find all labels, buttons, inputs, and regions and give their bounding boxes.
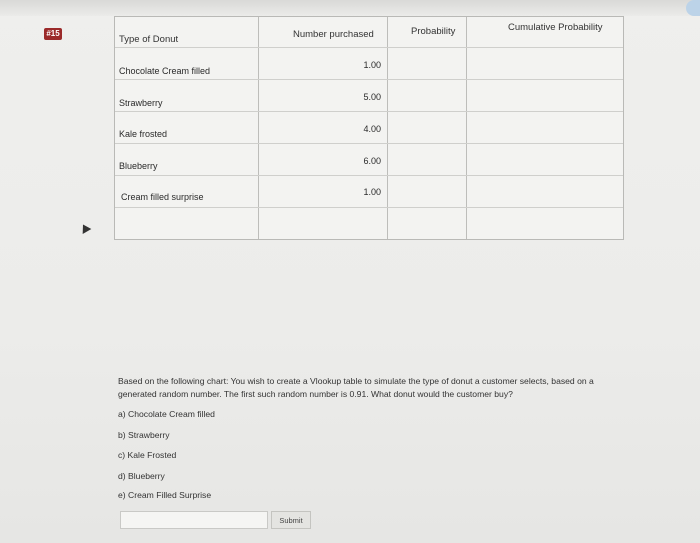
top-strip: [0, 0, 700, 16]
header-type-of-donut: Type of Donut: [119, 34, 179, 45]
cell-donut-type: Chocolate Cream filled: [119, 66, 211, 76]
row-divider: [115, 207, 623, 208]
option-b: b) Strawberry: [118, 430, 170, 440]
row-divider: [115, 143, 623, 144]
cell-donut-type: Blueberry: [119, 161, 158, 171]
question-prompt: Based on the following chart: You wish to create a Vlookup table to simulate the type of donut a customer selects, based on a generated random number. The first such random number is 0.91. What donut would the customer buy?: [118, 376, 594, 399]
column-divider: [387, 17, 388, 239]
corner-tab-icon[interactable]: [686, 0, 700, 16]
header-probability: Probability: [411, 26, 456, 37]
option-c: c) Kale Frosted: [118, 450, 177, 460]
answer-input[interactable]: [120, 511, 268, 529]
header-cumulative-probability: Cumulative Probability: [508, 22, 603, 33]
submit-button[interactable]: Submit: [271, 511, 311, 529]
cell-donut-type: Kale frosted: [119, 129, 168, 139]
row-divider: [115, 175, 623, 176]
donut-table: [114, 16, 624, 240]
cell-number-purchased: 1.00: [363, 187, 381, 197]
option-d: d) Blueberry: [118, 471, 165, 481]
cell-donut-type: Cream filled surprise: [121, 192, 204, 202]
column-divider: [466, 17, 467, 239]
cell-donut-type: Strawberry: [119, 98, 163, 108]
cell-number-purchased: 6.00: [363, 156, 381, 166]
row-divider: [115, 111, 623, 112]
column-divider: [258, 17, 259, 239]
mouse-cursor-icon: [79, 222, 92, 234]
cell-number-purchased: 4.00: [363, 124, 381, 134]
row-divider: [115, 79, 623, 80]
row-divider: [115, 47, 623, 48]
cell-number-purchased: 5.00: [363, 92, 381, 102]
question-badge: #15: [44, 28, 62, 40]
cell-number-purchased: 1.00: [363, 60, 381, 70]
option-a: a) Chocolate Cream filled: [118, 409, 215, 419]
option-e: e) Cream Filled Surprise: [118, 490, 212, 500]
header-number-purchased: Number purchased: [293, 29, 374, 40]
